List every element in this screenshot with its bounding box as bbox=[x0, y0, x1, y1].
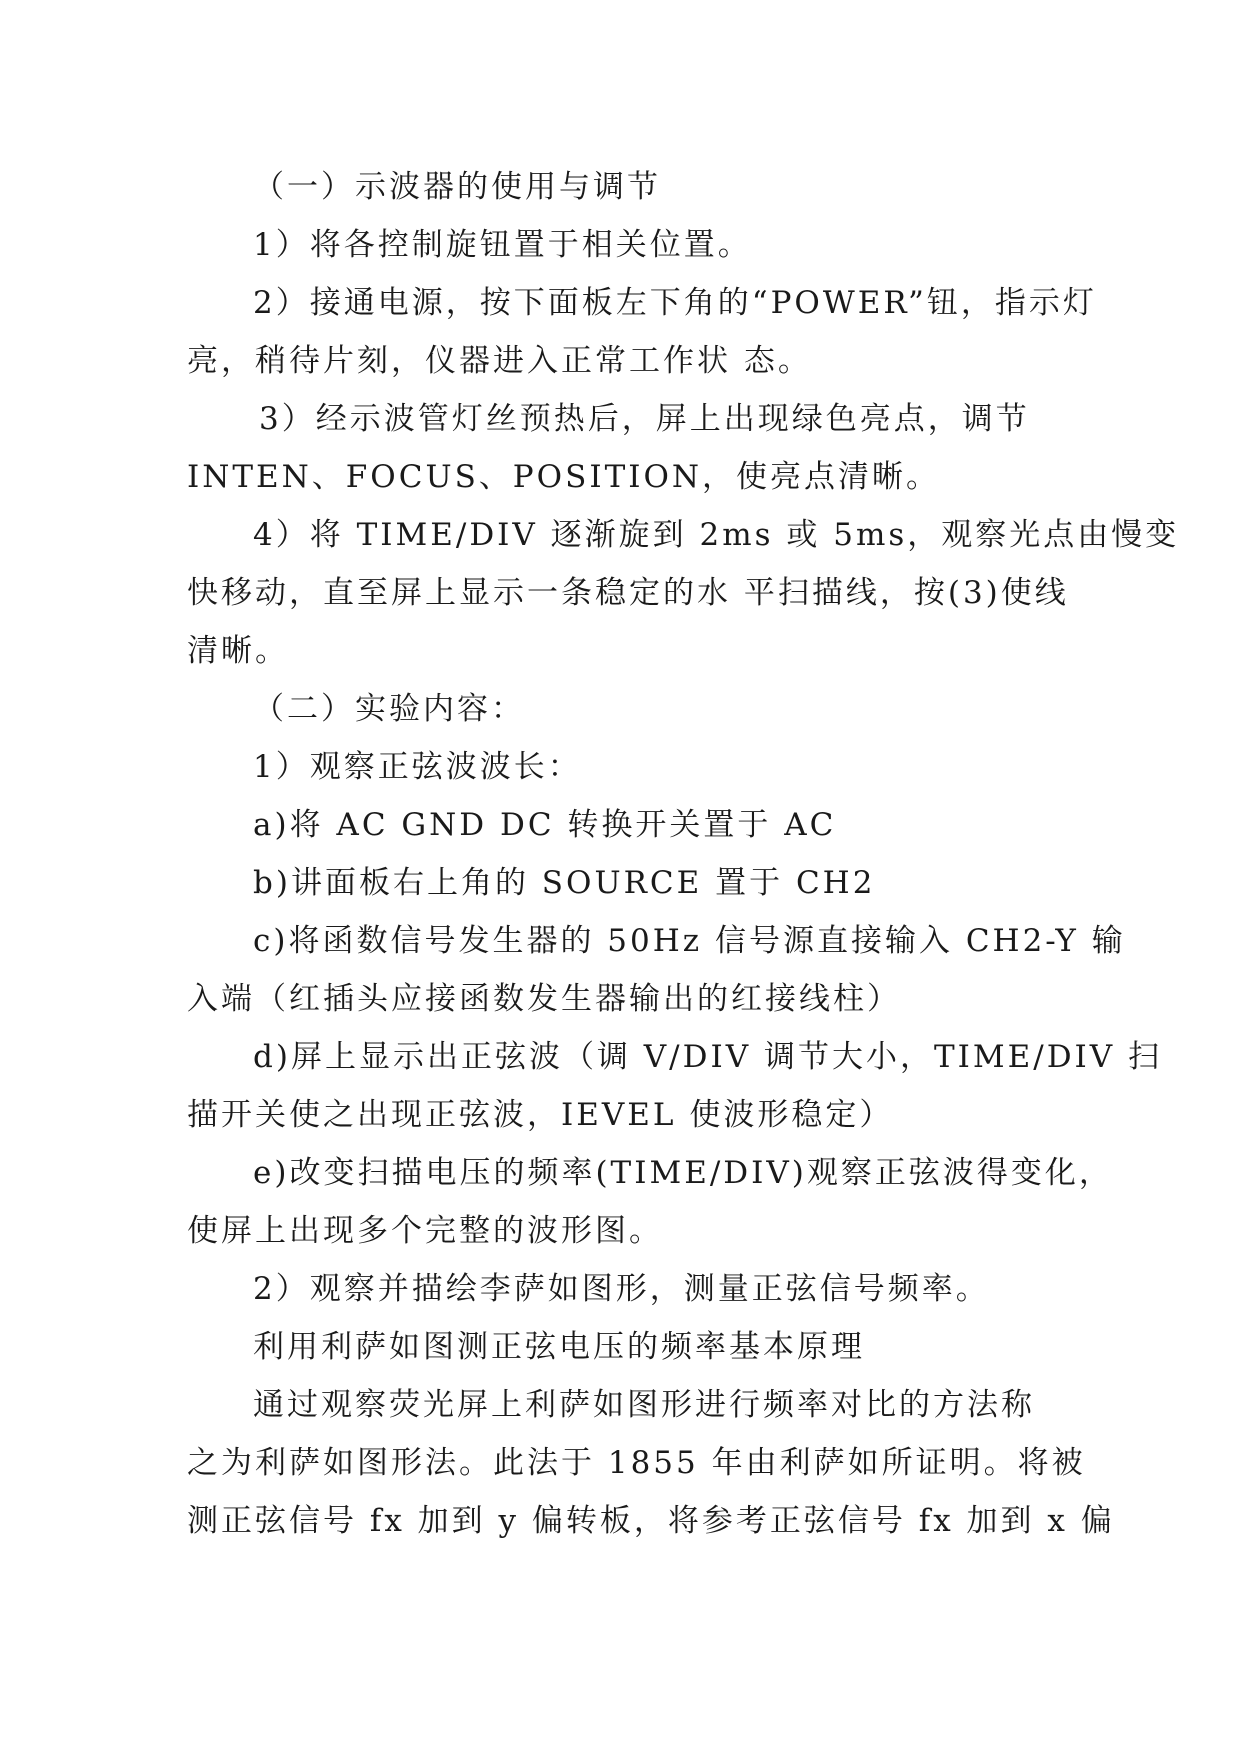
experiment-1-c: c)将函数信号发生器的 50Hz 信号源直接输入 CH2-Y 输 bbox=[253, 923, 1126, 959]
experiment-1: 1）观察正弦波波长： bbox=[253, 749, 582, 785]
experiment-1-e-continued: 使屏上出现多个完整的波形图。 bbox=[187, 1213, 663, 1249]
step-2: 2）接通电源，按下面板左下角的“POWER”钮，指示灯 bbox=[253, 285, 1097, 321]
step-4-continued: 快移动，直至屏上显示一条稳定的水 平扫描线，按(3)使线 bbox=[187, 575, 1069, 611]
experiment-1-b: b)讲面板右上角的 SOURCE 置于 CH2 bbox=[253, 865, 876, 901]
experiment-1-c-continued: 入端（红插头应接函数发生器输出的红接线柱） bbox=[187, 981, 901, 1017]
principle-paragraph-line-2: 之为利萨如图形法。此法于 1855 年由利萨如所证明。将被 bbox=[187, 1445, 1086, 1481]
step-1: 1）将各控制旋钮置于相关位置。 bbox=[253, 227, 752, 263]
experiment-2: 2）观察并描绘李萨如图形，测量正弦信号频率。 bbox=[253, 1271, 990, 1307]
section-heading-usage: （一）示波器的使用与调节 bbox=[253, 169, 661, 205]
section-heading-experiment: （二）实验内容： bbox=[253, 691, 525, 727]
experiment-1-d-continued: 描开关使之出现正弦波，IEVEL 使波形稳定） bbox=[187, 1097, 894, 1133]
principle-paragraph-line-3: 测正弦信号 fx 加到 y 偏转板，将参考正弦信号 fx 加到 x 偏 bbox=[187, 1503, 1115, 1539]
principle-heading: 利用利萨如图测正弦电压的频率基本原理 bbox=[253, 1329, 865, 1365]
experiment-1-d: d)屏上显示出正弦波（调 V/DIV 调节大小，TIME/DIV 扫 bbox=[253, 1039, 1163, 1075]
step-4-end: 清晰。 bbox=[187, 633, 289, 669]
experiment-1-e: e)改变扫描电压的频率(TIME/DIV)观察正弦波得变化， bbox=[253, 1155, 1113, 1191]
principle-paragraph-line-1: 通过观察荧光屏上利萨如图形进行频率对比的方法称 bbox=[253, 1387, 1035, 1423]
step-3-continued: INTEN、FOCUS、POSITION，使亮点清晰。 bbox=[187, 459, 941, 495]
document-page bbox=[187, 158, 1180, 1550]
step-2-continued: 亮，稍待片刻，仪器进入正常工作状 态。 bbox=[187, 343, 812, 379]
step-3: 3）经示波管灯丝预热后，屏上出现绿色亮点，调节 bbox=[259, 401, 1030, 437]
experiment-1-a: a)将 AC GND DC 转换开关置于 AC bbox=[253, 807, 837, 843]
step-4: 4）将 TIME/DIV 逐渐旋到 2ms 或 5ms，观察光点由慢变 bbox=[253, 517, 1180, 553]
